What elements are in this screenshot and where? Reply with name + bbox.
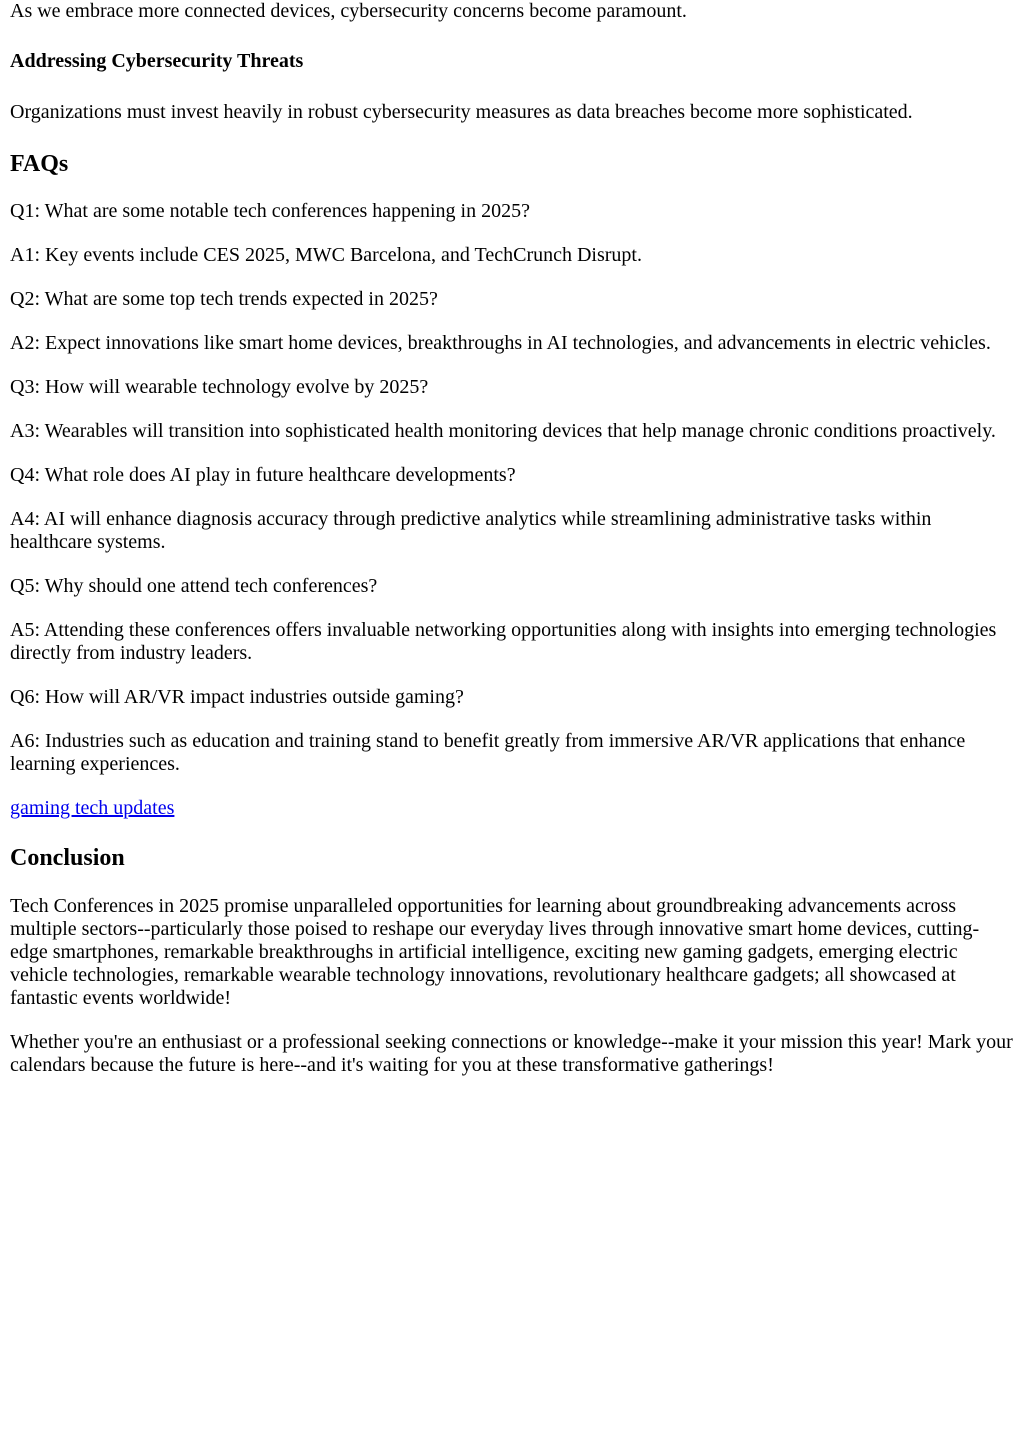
gaming-tech-updates-link[interactable]: gaming tech updates bbox=[10, 797, 175, 819]
intro-paragraph: As we embrace more connected devices, cybersecurity concerns become paramount. bbox=[10, 0, 687, 22]
cybersecurity-paragraph: Organizations must invest heavily in robust cybersecurity measures as data breaches become more sophisticated. bbox=[10, 101, 913, 123]
link-paragraph bbox=[10, 797, 1014, 820]
faq-answer: A3: Wearables will transition into sophisticated health monitoring devices that help manage chronic conditions proactively. bbox=[10, 420, 996, 442]
conclusion-heading: Conclusion bbox=[10, 845, 125, 871]
faq-question: Q6: How will AR/VR impact industries outside gaming? bbox=[10, 686, 464, 708]
faq-question: Q4: What role does AI play in future healthcare developments? bbox=[10, 464, 516, 486]
faq-answer: A2: Expect innovations like smart home devices, breakthroughs in AI technologies, and advancements in electric vehicles. bbox=[10, 332, 991, 354]
faq-question: Q5: Why should one attend tech conferences? bbox=[10, 575, 378, 597]
cybersecurity-heading: Addressing Cybersecurity Threats bbox=[10, 50, 304, 72]
faq-answer: A1: Key events include CES 2025, MWC Barcelona, and TechCrunch Disrupt. bbox=[10, 244, 642, 266]
faq-answer: A5: Attending these conferences offers invaluable networking opportunities along with insights into emerging technologies directly from industry leaders. bbox=[10, 619, 997, 664]
faq-answer: A4: AI will enhance diagnosis accuracy through predictive analytics while streamlining administrative tasks within healthcare systems. bbox=[10, 508, 932, 553]
faq-question: Q1: What are some notable tech conferences happening in 2025? bbox=[10, 200, 530, 222]
faq-question: Q2: What are some top tech trends expected in 2025? bbox=[10, 288, 438, 310]
faq-list bbox=[10, 200, 1014, 776]
faqs-heading: FAQs bbox=[10, 151, 69, 177]
faq-answer: A6: Industries such as education and training stand to benefit greatly from immersive AR/VR applications that enhance learning experiences. bbox=[10, 730, 966, 775]
conclusion-paragraph: Whether you're an enthusiast or a professional seeking connections or knowledge--make it your mission this year! Mark your calendars because the future is here--and it's waiting for you at these transformative gatherings! bbox=[10, 1031, 1013, 1076]
faq-question: Q3: How will wearable technology evolve by 2025? bbox=[10, 376, 429, 398]
conclusion-paragraph: Tech Conferences in 2025 promise unparalleled opportunities for learning about groundbreaking advancements across multiple sectors--particularly those poised to reshape our everyday lives through innovative smart home devices, cutting-edge smartphones, remarkable breakthroughs in artificial intelligence, exciting new gaming gadgets, emerging electric vehicle technologies, remarkable wearable technology innovations, revolutionary healthcare gadgets; all showcased at fantastic events worldwide! bbox=[10, 895, 980, 1009]
